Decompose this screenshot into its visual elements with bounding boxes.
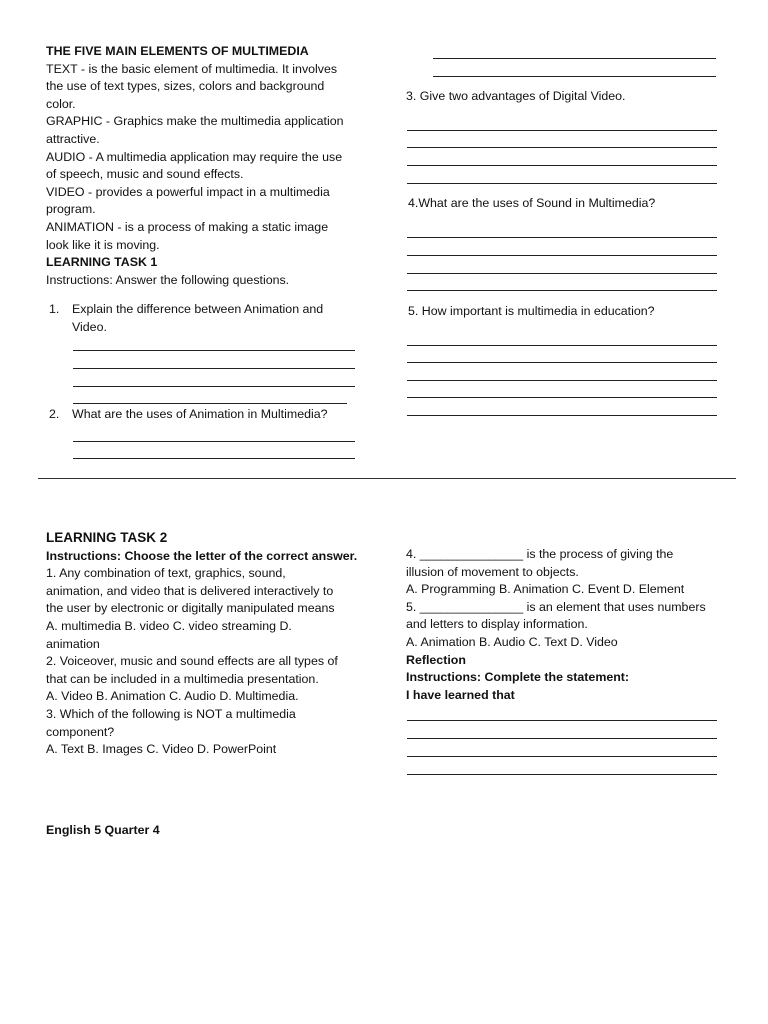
task1-heading: LEARNING TASK 1: [46, 255, 158, 270]
answer-line[interactable]: [407, 273, 717, 274]
text-def-line: color.: [46, 96, 76, 111]
section-divider: [38, 478, 736, 479]
task2-instructions: Instructions: Choose the letter of the correct answer.: [46, 548, 358, 563]
answer-line[interactable]: [407, 147, 717, 148]
answer-line[interactable]: [407, 756, 717, 757]
text-def-line: the use of text types, sizes, colors and background: [46, 79, 325, 94]
answer-line[interactable]: [73, 458, 355, 459]
task2-q3-line: 3. Which of the following is NOT a multimedia: [46, 706, 296, 721]
task2-q4-line: illusion of movement to objects.: [406, 564, 579, 579]
reflection-instructions: Instructions: Complete the statement:: [406, 670, 630, 685]
footer-label: English 5 Quarter 4: [46, 823, 160, 837]
task2-q5-choices: A. Animation B. Audio C. Text D. Video: [406, 634, 618, 649]
answer-line[interactable]: [407, 738, 717, 739]
graphic-def-line: GRAPHIC - Graphics make the multimedia application: [46, 114, 344, 129]
answer-line[interactable]: [73, 441, 355, 442]
task2-q3-line: component?: [46, 724, 115, 739]
audio-def-line: of speech, music and sound effects.: [46, 167, 244, 182]
answer-line[interactable]: [407, 345, 717, 346]
task2-q4-choices: A. Programming B. Animation C. Event D. Element: [406, 582, 685, 597]
task1-question-4: 4.What are the uses of Sound in Multimedia?: [408, 196, 656, 210]
task2-left: [46, 529, 376, 759]
task2-q1-line: animation, and video that is delivered interactively to: [46, 583, 334, 598]
animation-def-line: look like it is moving.: [46, 237, 160, 252]
answer-line[interactable]: [407, 130, 717, 131]
answer-line[interactable]: [433, 76, 716, 77]
answer-line[interactable]: [407, 362, 717, 363]
task1-question-3: 3. Give two advantages of Digital Video.: [406, 89, 626, 103]
answer-line[interactable]: [73, 403, 347, 404]
video-def-line: VIDEO - provides a powerful impact in a multimedia: [46, 184, 330, 199]
answer-line[interactable]: [407, 237, 717, 238]
task1-question-5: 5. How important is multimedia in education?: [408, 304, 655, 318]
audio-def-line: AUDIO - A multimedia application may require the use: [46, 149, 343, 164]
answer-line[interactable]: [73, 368, 355, 369]
video-def-line: program.: [46, 202, 96, 217]
animation-def-line: ANIMATION - is a process of making a static image: [46, 219, 329, 234]
question-number: 1.: [49, 302, 60, 316]
answer-line[interactable]: [407, 397, 717, 398]
task2-q5-line: 5. _______________ is an element that uses numbers: [406, 599, 706, 614]
task1-instructions: Instructions: Answer the following questions.: [46, 272, 290, 287]
question-text: What are the uses of Animation in Multimedia?: [72, 407, 328, 421]
task2-q1-line: the user by electronic or digitally manipulated means: [46, 601, 335, 616]
task2-q5-line: and letters to display information.: [406, 617, 588, 632]
answer-line[interactable]: [407, 415, 717, 416]
task2-right: [406, 546, 736, 704]
task2-q1-choices: animation: [46, 636, 100, 651]
elements-section: [46, 43, 376, 289]
answer-line[interactable]: [407, 774, 717, 775]
task2-q1-line: 1. Any combination of text, graphics, sound,: [46, 566, 286, 581]
answer-line[interactable]: [407, 183, 717, 184]
task2-q2-line: 2. Voiceover, music and sound effects are all types of: [46, 654, 338, 669]
question-text: Explain the difference between Animation and: [72, 302, 324, 316]
answer-line[interactable]: [73, 386, 355, 387]
answer-line[interactable]: [407, 255, 717, 256]
answer-line[interactable]: [407, 720, 717, 721]
task1-question-1: [46, 301, 366, 336]
answer-line[interactable]: [407, 380, 717, 381]
answer-line[interactable]: [407, 290, 717, 291]
task2-heading: LEARNING TASK 2: [46, 530, 168, 545]
reflection-prompt: I have learned that: [406, 687, 515, 702]
task2-q2-line: that can be included in a multimedia presentation.: [46, 671, 319, 686]
task2-q4-line: 4. _______________ is the process of giving the: [406, 547, 674, 561]
task2-q2-choices: A. Video B. Animation C. Audio D. Multimedia.: [46, 689, 299, 704]
graphic-def-line: attractive.: [46, 131, 100, 146]
text-def-line: TEXT - is the basic element of multimedia. It involves: [46, 61, 338, 76]
elements-title: THE FIVE MAIN ELEMENTS OF MULTIMEDIA: [46, 44, 309, 58]
answer-line[interactable]: [73, 350, 355, 351]
answer-line[interactable]: [407, 165, 717, 166]
reflection-heading: Reflection: [406, 652, 466, 667]
question-text: Video.: [72, 319, 107, 334]
task2-q1-choices: A. multimedia B. video C. video streaming D.: [46, 618, 292, 633]
task1-question-2: [46, 406, 366, 424]
answer-line[interactable]: [433, 58, 716, 59]
question-number: 2.: [49, 407, 60, 421]
task2-q3-choices: A. Text B. Images C. Video D. PowerPoint: [46, 742, 277, 757]
